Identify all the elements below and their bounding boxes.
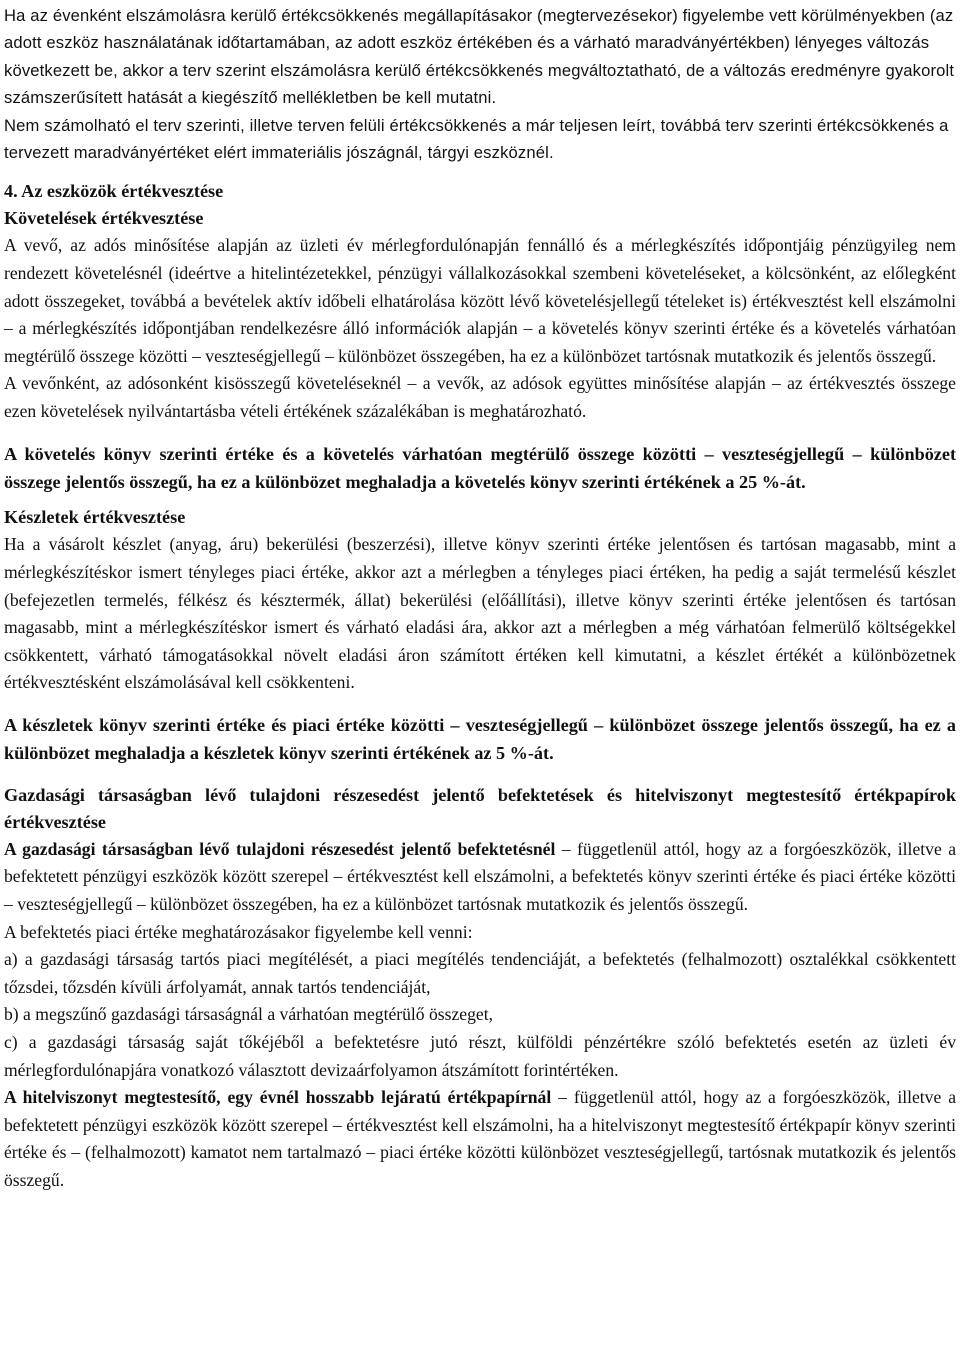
paragraph-inventory-rule: Ha a vásárolt készlet (anyag, áru) bekerülési (beszerzési), illetve könyv szerinti értéke jelentősen és tartósan magasabb, mint a mérlegkészítéskor ismert tényleges piaci értéke, akkor azt a mérlegben a tényleges piaci értéken, ha pedig a saját termelésű készlet (befejezetlen termelés, félkész és késztermék, állat) bekerülési (előállítási), illetve könyv szerinti értéke jelentősen és tartósan magasabb, mint a mérlegkészítéskor ismert és várható eladási ára, akkor azt a mérlegben a még várhatóan felmerülő költségekkel csökkentett, várható támogatásokkal növelt eladási áron számított értéken kell kimutatni, a készlet értékét a különbözetnek értékvesztésként elszámolásával kell csökkenteni. (4, 534, 956, 693)
paragraph-market-value-intro: A befektetés piaci értéke meghatározásakor figyelembe kell venni: (4, 921, 473, 942)
paragraph-investment-rule (4, 836, 956, 919)
paragraph-no-depreciation: Nem számolható el terv szerinti, illetve terven felüli értékcsökkenés a már teljesen leírt, továbbá terv szerinti értékcsökkenés a tervezett maradványértéket elért immateriális jószágnál, tárgyi eszköznél. (4, 115, 949, 163)
paragraph-small-receivables: A vevőnként, az adósonként kisösszegű követeléseknél – a vevők, az adósok együttes minősítése alapján – az értékvesztés összege ezen követelések nyilvántartásba vételi értékének százalékában is meghatározható. (4, 373, 956, 421)
investment-rule-text: – függetlenül attól, hogy az a forgóeszközök, illetve a befektetett pénzügyi eszközök között szerepel – értékvesztést kell elszámolni, a befektetés könyv szerinti értéke és piaci értéke közötti – veszteségjellegű – különbözet összegében, ha ez a különbözet tartósnak mutatkozik és jelentős összegű. (4, 838, 957, 914)
subheading-receivables-impairment: Követelések értékvesztése (4, 208, 204, 229)
debt-securities-lead: A hitelviszonyt megtestesítő, egy évnél hosszabb lejáratú értékpapírnál (4, 1087, 552, 1108)
subheading-inventory-impairment: Készletek értékvesztése (4, 507, 186, 528)
list-item-a: a) a gazdasági társaság tartós piaci megítélését, a piaci megítélés tendenciáját, a befektetés (felhalmozott) osztalékkal csökkentett tőzsdei, tőzsdén kívüli árfolyamát, annak tartós tendenciáját, (4, 949, 956, 997)
paragraph-debt-securities (4, 1084, 956, 1194)
investment-rule-lead: A gazdasági társaságban lévő tulajdoni részesedést jelentő befektetésnél (4, 838, 556, 859)
list-item-c: c) a gazdasági társaság saját tőkéjéből a befektetésre jutó részt, külföldi pénzértékre szóló befektetés esetén az üzleti év mérlegfordulónapjára vonatkozó választott devizaárfolyamon átszámított forintértéken. (4, 1031, 956, 1080)
paragraph-inventory-threshold: A készletek könyv szerinti értéke és piaci értéke közötti – veszteségjellegű – különbözet összege jelentős összegű, ha ez a különbözet meghaladja a készletek könyv szerinti értékének az 5 %-át. (4, 714, 956, 764)
paragraph-receivables-threshold: A követelés könyv szerinti értéke és a követelés várhatóan megtérülő összege közötti – veszteségjellegű – különbözet összege jelentős összegű, ha ez a különbözet meghaladja a követelés könyv szerinti értékének a 25 %-át. (4, 443, 956, 492)
list-item-b: b) a megszűnő gazdasági társaságnál a várhatóan megtérülő összeget, (4, 1004, 494, 1025)
subheading-investments-impairment: Gazdasági társaságban lévő tulajdoni részesedést jelentő befektetések és hitelviszonyt megtestesítő értékpapírok értékvesztése (4, 784, 956, 832)
paragraph-receivables-rule: A vevő, az adós minősítése alapján az üzleti év mérlegfordulónapján fennálló és a mérlegkészítés időpontjáig pénzügyileg nem rendezett követelésnél (ideértve a hitelintézetekkel, pénzügyi vállalkozásokkal szembeni követeléseket, a kölcsönként, az előlegként adott összegeket, továbbá a bevételek aktív időbeli elhatárolása között lévő követelésjellegű tételeket is) értékvesztést kell elszámolni – a mérlegkészítés időpontjában rendelkezésre álló információk alapján – a követelés könyv szerinti értéke és a követelés várhatóan megtérülő összege közötti – veszteségjellegű – különbözet összegében, ha ez a különbözet tartósnak mutatkozik és jelentős összegű. (4, 235, 956, 366)
debt-securities-text: – függetlenül attól, hogy az a forgóeszközök, illetve a befektetett pénzügyi eszközök között szerepel – értékvesztést kell elszámolni, ha a hitelviszonyt megtestesítő értékpapír könyv szerinti értéke és – (felhalmozott) kamatot nem tartalmazó – piaci értéke közötti különbözet veszteségjellegű, tartósnak mutatkozik és jelentős összegű. (4, 1087, 957, 1190)
section-heading-asset-impairment: 4. Az eszközök értékvesztése (4, 181, 224, 202)
paragraph-depreciation-change: Ha az évenként elszámolásra kerülő értékcsökkenés megállapításakor (megtervezésekor) figyelembe vett körülményekben (az adott eszköz használatának időtartamában, az adott eszköz értékében és a várható maradványértékben) lényeges változás következett be, akkor a terv szerint elszámolásra kerülő értékcsökkenés megváltoztatható, de a változás eredményre gyakorolt számszerűsített hatását a kiegészítő mellékletben be kell mutatni. (4, 6, 955, 108)
